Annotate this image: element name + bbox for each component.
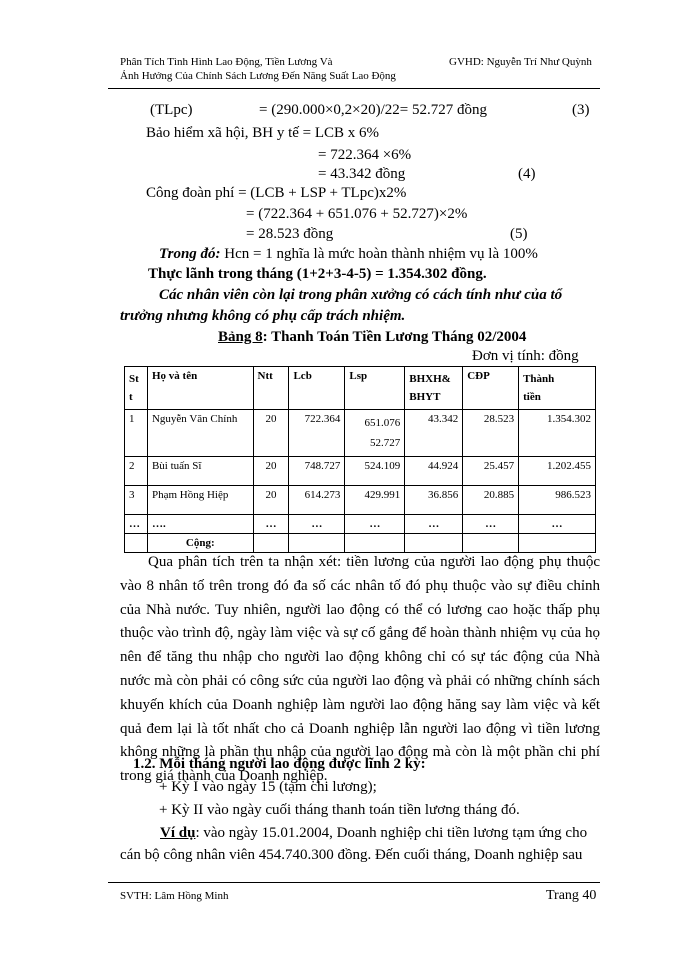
eq-number-3: (3): [572, 102, 590, 118]
table-unit: Đơn vị tính: đồng: [472, 348, 579, 364]
table-header-row: [125, 367, 596, 410]
cell-thanh-tien: 1.202.455: [519, 457, 596, 486]
cell-dots: …: [253, 515, 289, 534]
table-row: [125, 457, 596, 486]
analysis-paragraph: Qua phân tích trên ta nhận xét: tiền lương của người lao động phụ thuộc vào 8 nhân tố trên trong đó đa số các nhân tố đó phụ thuộc vào sự điều chỉnh của Nhà nước. Tuy nhiên, người lao động có thể có lương cao hoặc thấp phụ thuộc vào trình độ, ngày làm việc và sự cố gắng để hoàn thành nhiệm vụ của họ nên để tăng thu nhập cho người lao động không chỉ có sự tác động của Nhà nước mà còn phải có công sức của người lao động và phải có những chính sách khuyến khích của Doanh nghiệp làm người lao động hăng say làm việc và kết quả đem lại là tốt nhất cho cả Doanh nghiệp lẫn người lao động vì tiền lương không những là phần thu nhập của người lao động mà còn là một phần chi phí trong giá thành của Doanh nghiệp.: [120, 554, 600, 785]
cell-lsp: 429.991: [345, 486, 405, 515]
cell-thanh-tien: 986.523: [519, 486, 596, 515]
cell-total-label: Cộng:: [147, 534, 253, 553]
salary-table: [124, 366, 596, 553]
cell-dots: …: [125, 515, 148, 534]
cell-name: Nguyễn Văn Chính: [147, 410, 253, 457]
cell-bhxh: 43.342: [405, 410, 463, 457]
table-caption: [218, 329, 526, 346]
cell-cdp: 25.457: [463, 457, 519, 486]
example-line1: [160, 825, 587, 842]
note-line2: trưởng nhưng không có phụ cấp trách nhiệm.: [120, 308, 406, 324]
trong-do-line: [159, 246, 538, 263]
cell-empty: [405, 534, 463, 553]
th-stt: St t: [125, 367, 148, 410]
footer-page: Trang 40: [546, 888, 597, 903]
table-row: [125, 410, 596, 457]
cell-dots: …: [463, 515, 519, 534]
section-heading: 1.2. Mỗi tháng người lao động được lĩnh 2 kỳ:: [133, 756, 426, 772]
cell-lsp: 524.109: [345, 457, 405, 486]
tlpc-label: (TLpc): [150, 102, 193, 118]
section-item-1: + Kỳ I vào ngày 15 (tạm chi lương);: [159, 779, 377, 795]
cell-bhxh: 36.856: [405, 486, 463, 515]
cell-empty: [463, 534, 519, 553]
example-text: : vào ngày 15.01.2004, Doanh nghiệp chi tiền lương tạm ứng cho: [195, 825, 588, 841]
th-ntt: Ntt: [253, 367, 289, 410]
footer-student: SVTH: Lâm Hồng Minh: [120, 890, 229, 902]
th-thanh-tien: Thành tiền: [519, 367, 596, 410]
cell-cdp: 28.523: [463, 410, 519, 457]
cell-empty: [125, 534, 148, 553]
example-label: Ví dụ: [160, 825, 196, 841]
cell-stt: 3: [125, 486, 148, 515]
cell-stt: 1: [125, 410, 148, 457]
cell-empty: [253, 534, 289, 553]
th-lsp: Lsp: [345, 367, 405, 410]
th-name: Họ và tên: [147, 367, 253, 410]
th-bhxh: BHXH& BHYT: [405, 367, 463, 410]
cell-thanh-tien: 1.354.302: [519, 410, 596, 457]
tlpc-expr: = (290.000×0,2×20)/22= 52.727 đồng: [259, 102, 487, 118]
bh-step2: = 43.342 đồng: [318, 166, 406, 182]
thuc-lanh: Thực lãnh trong tháng (1+2+3-4-5) = 1.354.302 đồng.: [148, 266, 487, 282]
bh-formula: Bảo hiểm xã hội, BH y tế = LCB x 6%: [146, 125, 380, 141]
table-total-row: [125, 534, 596, 553]
cell-ntt: 20: [253, 410, 289, 457]
note-line1: Các nhân viên còn lại trong phân xưởng có cách tính như của tổ: [159, 287, 563, 303]
cell-name: Phạm Hồng Hiệp: [147, 486, 253, 515]
eq-number-4: (4): [518, 166, 536, 182]
cell-lsp: 651.076 52.727: [345, 410, 405, 457]
cell-ntt: 20: [253, 486, 289, 515]
cd-step1: = (722.364 + 651.076 + 52.727)×2%: [246, 206, 468, 222]
cell-ntt: 20: [253, 457, 289, 486]
cell-dots: …: [519, 515, 596, 534]
bh-step1: = 722.364 ×6%: [318, 147, 412, 163]
cell-empty: [289, 534, 345, 553]
cell-dots: …: [405, 515, 463, 534]
example-line2: cán bộ công nhân viên 454.740.300 đồng. Đến cuối tháng, Doanh nghiệp sau: [120, 847, 583, 863]
eq-number-5: (5): [510, 226, 528, 242]
header-advisor: GVHD: Nguyễn Trí Như Quỳnh: [449, 56, 592, 68]
cell-dots: …: [289, 515, 345, 534]
cell-cdp: 20.885: [463, 486, 519, 515]
header-title-line1: Phân Tích Tình Hình Lao Động, Tiền Lương Và: [120, 56, 333, 68]
cell-empty: [345, 534, 405, 553]
cd-step2: = 28.523 đồng: [246, 226, 334, 242]
section-item-2: + Kỳ II vào ngày cuối tháng thanh toán tiền lương tháng đó.: [159, 802, 520, 818]
cell-lcb: 748.727: [289, 457, 345, 486]
table-ellipsis-row: [125, 515, 596, 534]
table-row: [125, 486, 596, 515]
header-title-line2: Ảnh Hưởng Của Chính Sách Lương Đến Năng Suất Lao Động: [120, 70, 396, 82]
th-lcb: Lcb: [289, 367, 345, 410]
trong-do-label: Trong đó:: [159, 246, 221, 262]
cd-formula: Công đoàn phí = (LCB + LSP + TLpc)x2%: [146, 185, 407, 201]
th-cdp: CĐP: [463, 367, 519, 410]
cell-dots: …: [345, 515, 405, 534]
cell-dots: ….: [147, 515, 253, 534]
footer-rule: [108, 882, 600, 883]
trong-do-text: Hcn = 1 nghĩa là mức hoàn thành nhiệm vụ là 100%: [220, 246, 538, 262]
cell-lcb: 614.273: [289, 486, 345, 515]
table-caption-prefix: Bảng 8: [218, 329, 263, 345]
table-caption-rest: : Thanh Toán Tiền Lương Tháng 02/2004: [262, 329, 527, 345]
cell-stt: 2: [125, 457, 148, 486]
cell-bhxh: 44.924: [405, 457, 463, 486]
cell-empty: [519, 534, 596, 553]
header-rule: [108, 88, 600, 89]
cell-lcb: 722.364: [289, 410, 345, 457]
cell-name: Bùi tuấn Sĩ: [147, 457, 253, 486]
